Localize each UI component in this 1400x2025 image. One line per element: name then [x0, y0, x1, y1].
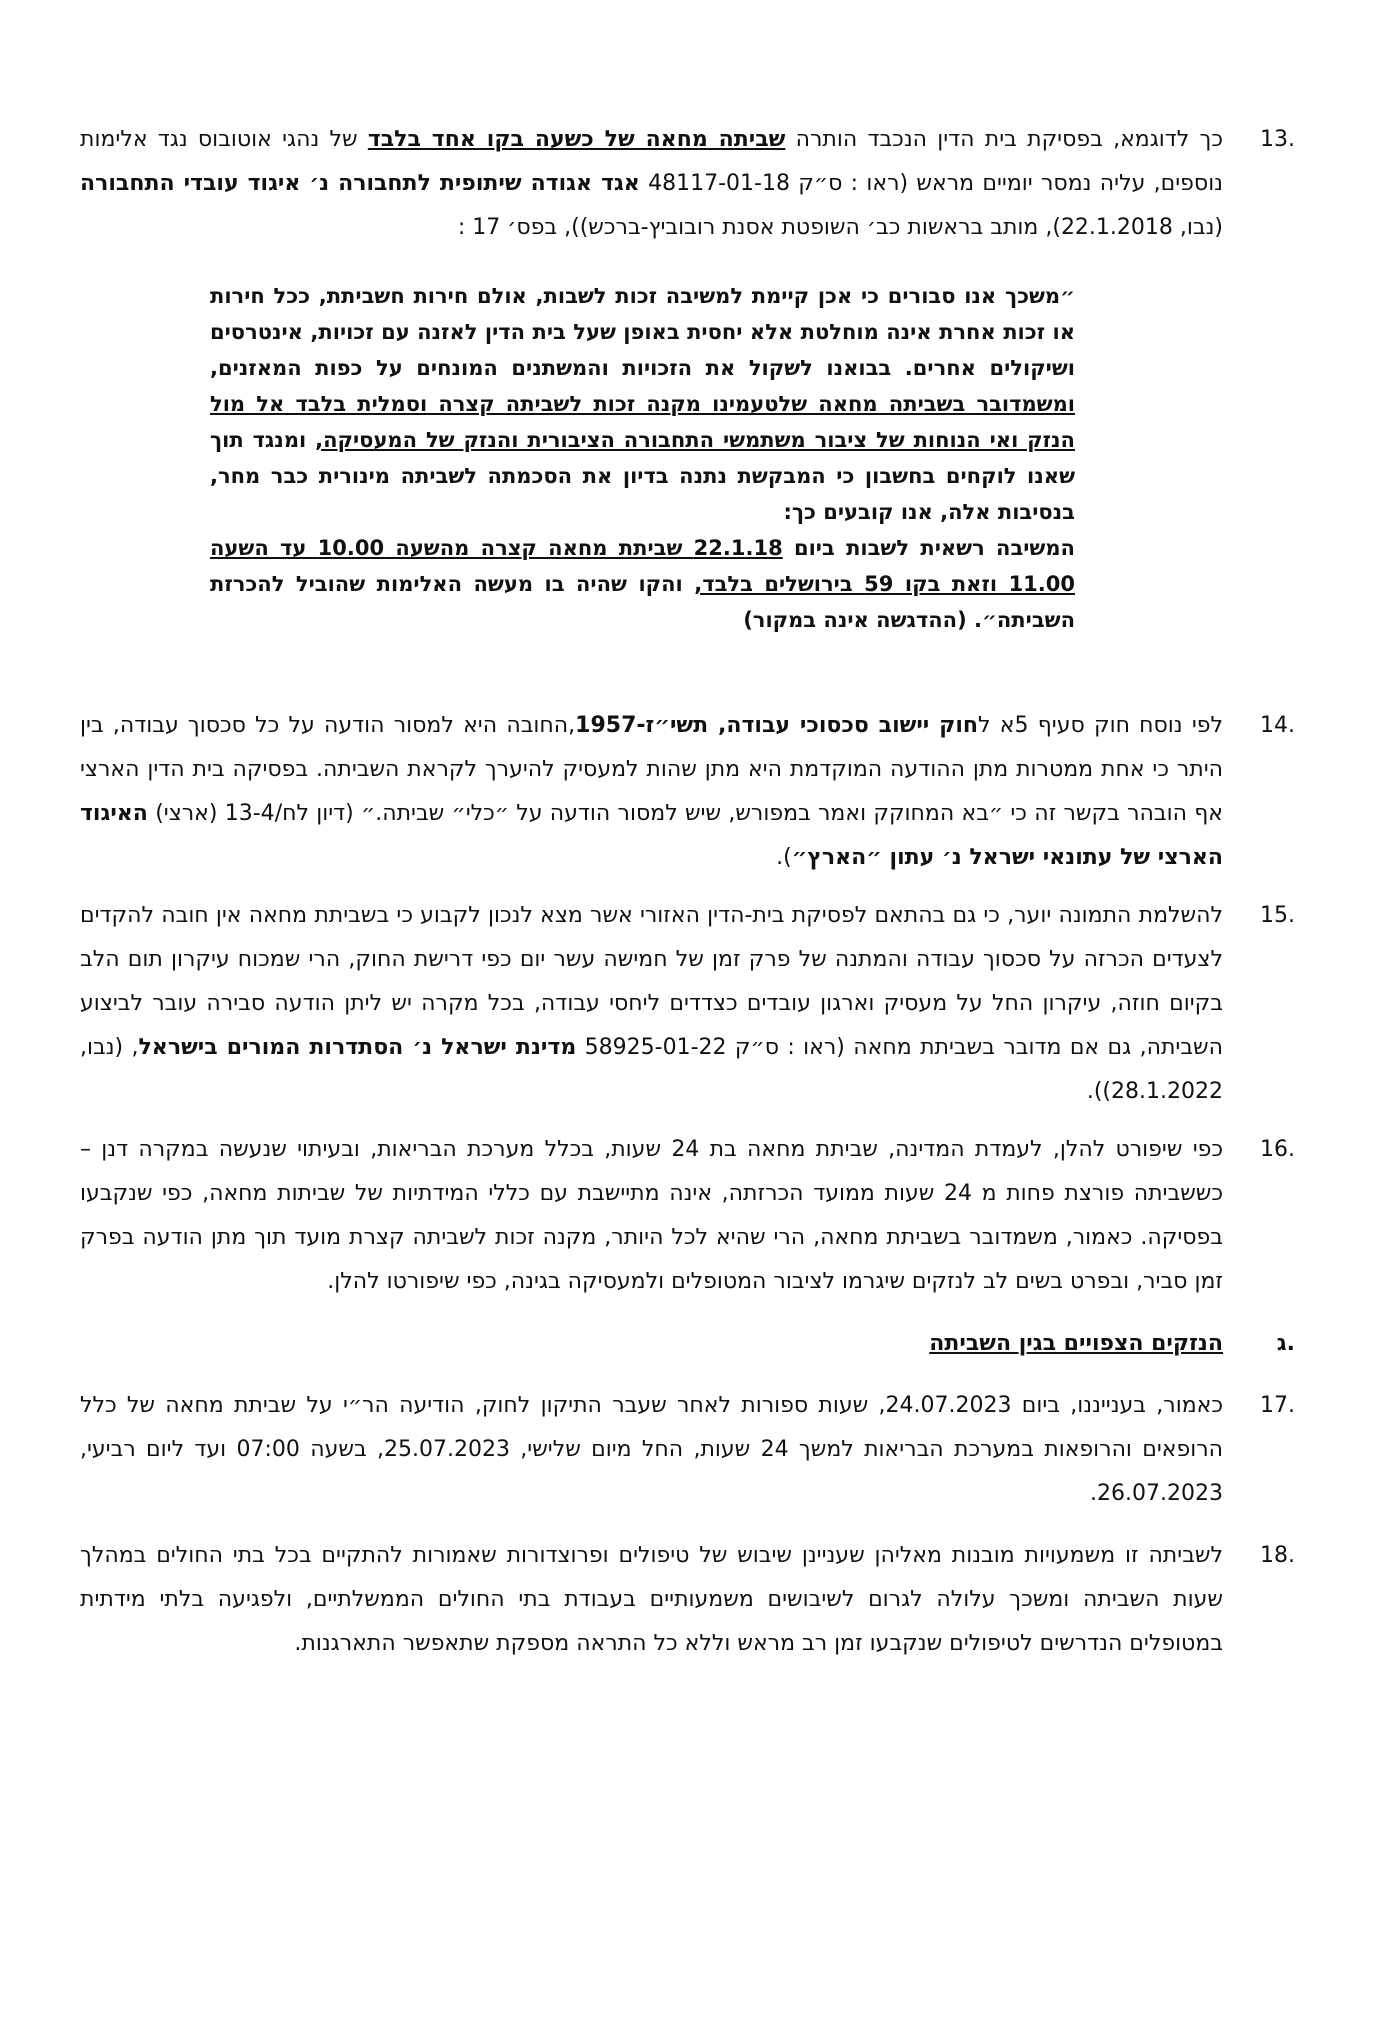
paragraph-number: 13. — [1260, 127, 1295, 152]
quote-text-2 — [210, 530, 1075, 638]
text-run: ״משכך אנו סבורים כי אכן קיימת למשיבה זכות לשבות, אולם חירות חשביתת, ככל חירות או זכות אחרת אינה מוחלטת אלא יחסית באופן שעל בית הדין לאזנה עם זכויות, אינטרסים ושיקולים אחרים. בבואנו לשקול את הזכויות והמשתנים המונחים על כפות המאזנים, — [210, 284, 1075, 380]
section-letter: ג. — [1276, 1331, 1295, 1356]
text-run: ומנגד תוך שאנו לוקחים בחשבון כי המבקשת נתנה בדיון את הסכמתה לשביתה מינורית כבר מחר, בנסיבות אלה, אנו קובעים כך: — [210, 428, 1075, 524]
paragraph-number: 16. — [1260, 1137, 1295, 1162]
paragraph-15 — [80, 894, 1295, 1114]
text-run: להשלמת התמונה יוער, כי גם בהתאם לפסיקת בית-הדין האזורי אשר מצא לנכון לקבוע כי בשביתת מחאה אין חובה להקדים לצעדים הכרזה על סכסוך עבודה והמתנה של פרק זמן של חמישה עשר יום כפי דרישת החוק, הרי שמכוח עיקרון תום הלב בקיום חוזה, עיקרון החל על מעסיק וארגון עובדים כצדדים ליחסי עבודה, בכל מקרה יש ליתן הודעה סבירה עובר לביצוע השביתה, גם אם מדובר בשביתת מחאה (ראו : ס״ק 58925-01-22 — [80, 903, 1224, 1060]
paragraph-text: לשביתה זו משמעויות מובנות מאליהן שעניינן שיבוש של טיפולים ופרוצדורות שאמורות להתקיים בכל בתי החולים במהלך שעות השביתה ומשכך עלולה לגרום לשיבושים משמעותיים בעבודת בתי החולים הממשלתיים, ולפגיעה בלתי מידתית במטופלים הנדרשים לטיפולים שנקבעו זמן רב מראש וללא כל התראה מספקת שתאפשר התארגנות. — [80, 1543, 1223, 1656]
paragraph-17 — [80, 1384, 1295, 1516]
paragraph-16 — [80, 1128, 1295, 1304]
emphasis-underlined: שביתה מחאה של כשעה בקו אחד בלבד — [367, 127, 786, 152]
paragraph-number: 15. — [1260, 903, 1295, 928]
paragraph-text — [80, 894, 1223, 1114]
section-heading — [80, 1322, 1295, 1366]
case-name: האיגוד הארצי של עתונאי ישראל נ׳ עתון ״הארץ״ — [80, 801, 1223, 870]
paragraph-number: 17. — [1260, 1393, 1295, 1418]
document-page — [80, 118, 1295, 1666]
text-run: ,החובה היא למסור הודעה על כל סכסוך עבודה, בין היתר כי אחת ממטרות מתן ההודעה המוקדמת היא מתן שהות למעסיק להיערך לקראת השביתה. בפסיקה בית הדין הארצי אף הובהר בקשר זה כי ״בא המחוקק ואמר במפורש, שיש למסור הודעה על ״כלי״ שביתה.״ (דיון לח/13-4 (ארצי) — [80, 713, 1224, 826]
text-run: לפי נוסח חוק סעיף 5א ל — [978, 713, 1223, 738]
quote-underlined: ומשמדובר בשביתה מחאה שלטעמינו מקנה זכות לשביתה קצרה וסמלית בלבד אל מול הנזק ואי הנוחות של ציבור משתמשי התחבורה הציבורית והנזק של המעסיקה, — [210, 392, 1075, 452]
paragraph-18 — [80, 1534, 1295, 1666]
paragraph-text: כאמור, בענייננו, ביום 24.07.2023, שעות ספורות לאחר שעבר התיקון לחוק, הודיעה הר״י על שביתת מחאה של כלל הרופאים והרופאות במערכת הבריאות למשך 24 שעות, החל מיום שלישי, 25.07.2023, בשעה 07:00 ועד ליום רביעי, 26.07.2023. — [80, 1393, 1223, 1506]
text-run: המשיבה רשאית לשבות ביום — [782, 536, 1075, 560]
paragraph-text — [80, 118, 1223, 250]
text-run: (נבו, 22.1.2018), מותב בראשות כב׳ השופטת אסנת רובוביץ-ברכש)), בפס׳ 17 : — [457, 215, 1223, 240]
case-name: אגד אגודה שיתופית לתחבורה נ׳ איגוד עובדי התחבורה — [80, 171, 640, 196]
paragraph-text — [80, 704, 1223, 880]
text-run: של נהגי אוטובוס נגד אלימות נוספים, עליה נמסר יומיים מראש (ראו : ס״ק 48117-01-18 — [80, 127, 1223, 196]
quote-text-1 — [210, 278, 1075, 530]
section-title: הנזקים הצפויים בגין השביתה — [929, 1331, 1223, 1356]
paragraph-text: כפי שיפורט להלן, לעמדת המדינה, שביתת מחאה בת 24 שעות, בכלל מערכת הבריאות, ובעיתוי שנעשה במקרה דנן – כששביתה פורצת פחות מ 24 שעות ממועד הכרזתה, אינה מתיישבת עם כללי המידתיות של שביתות מחאה, כפי שנקבעו בפסיקה. כאמור, משמדובר בשביתת מחאה, הרי שהיא לכל היותר, מקנה זכות לשביתה קצרת מועד תוך מתן הודעה בפרק זמן סביר, ובפרט בשים לב לנזקים שיגרמו לציבור המטופלים ולמעסיקה בגינה, כפי שיפורטו להלן. — [80, 1137, 1224, 1294]
text-run: , (נבו, 28.1.2022)). — [80, 1035, 1223, 1104]
case-name: מדינת ישראל נ׳ הסתדרות המורים בישראל — [138, 1035, 577, 1060]
paragraph-14 — [80, 704, 1295, 880]
quote-underlined: 22.1.18 שביתת מחאה קצרה מהשעה 10.00 עד השעה 11.00 וזאת בקו 59 בירושלים בלבד, — [210, 536, 1075, 596]
text-run: ). — [776, 845, 792, 870]
paragraph-number: 14. — [1260, 713, 1295, 738]
paragraph-number: 18. — [1260, 1543, 1295, 1568]
text-run: כך לדוגמא, בפסיקת בית הדין הנכבד הותרה — [785, 127, 1223, 152]
text-run: והקו שהיה בו מעשה האלימות שהוביל להכרזת השביתה״. (ההדגשה אינה במקור) — [210, 572, 1075, 632]
paragraph-13 — [80, 118, 1295, 250]
block-quote — [210, 278, 1075, 638]
law-name: חוק יישוב סכסוכי עבודה, תשי״ז-1957 — [575, 713, 979, 738]
